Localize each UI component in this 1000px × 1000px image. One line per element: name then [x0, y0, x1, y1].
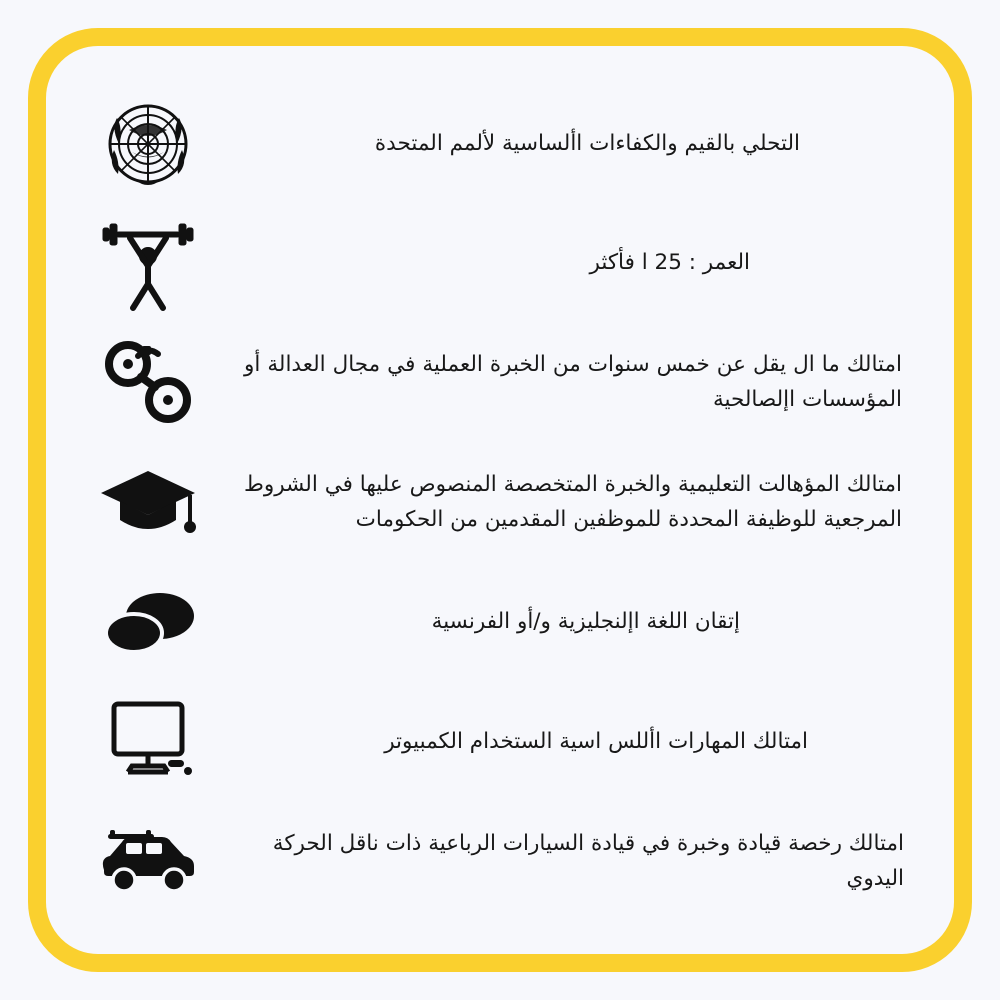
list-item	[88, 212, 920, 316]
requirement-text: التحلي بالقيم والكفاءات األساسية لألمم المتحدة	[374, 130, 800, 156]
desktop-computer-icon	[88, 690, 208, 794]
requirement-text: امتالك المهارات األلس اسية الستخدام الكمبيوتر	[384, 728, 808, 754]
list-item	[88, 331, 920, 435]
list-item	[88, 810, 920, 914]
list-item	[88, 92, 920, 196]
handcuffs-icon	[88, 331, 208, 435]
requirement-text: امتالك رخصة قيادة وخبرة في قيادة السيارات الرباعية ذات ناقل الحركة اليدوي	[272, 831, 904, 891]
requirement-text: العمر : 25 ا فأكثر	[589, 250, 750, 276]
list-item	[88, 451, 920, 555]
un-emblem-icon	[88, 92, 208, 196]
speech-bubbles-icon	[88, 571, 208, 675]
graduation-cap-icon	[88, 451, 208, 555]
requirements-card	[28, 28, 972, 972]
list-item	[88, 571, 920, 675]
list-item	[88, 690, 920, 794]
weightlifter-icon	[88, 212, 208, 316]
suv-vehicle-icon	[88, 810, 208, 914]
requirement-text: امتالك ما ال يقل عن خمس سنوات من الخبرة العملية في مجال العدالة أو المؤسسات اإلصالحية	[244, 352, 902, 413]
requirement-text: امتالك المؤهالت التعليمية والخبرة المتخصصة المنصوص عليها في الشروط المرجعية للوظيفة المحددة للموظفين المقدمين من الحكومات	[244, 472, 902, 532]
requirements-list	[46, 46, 954, 954]
requirement-text: إتقان اللغة اإلنجليزية و/أو الفرنسية	[431, 609, 740, 635]
